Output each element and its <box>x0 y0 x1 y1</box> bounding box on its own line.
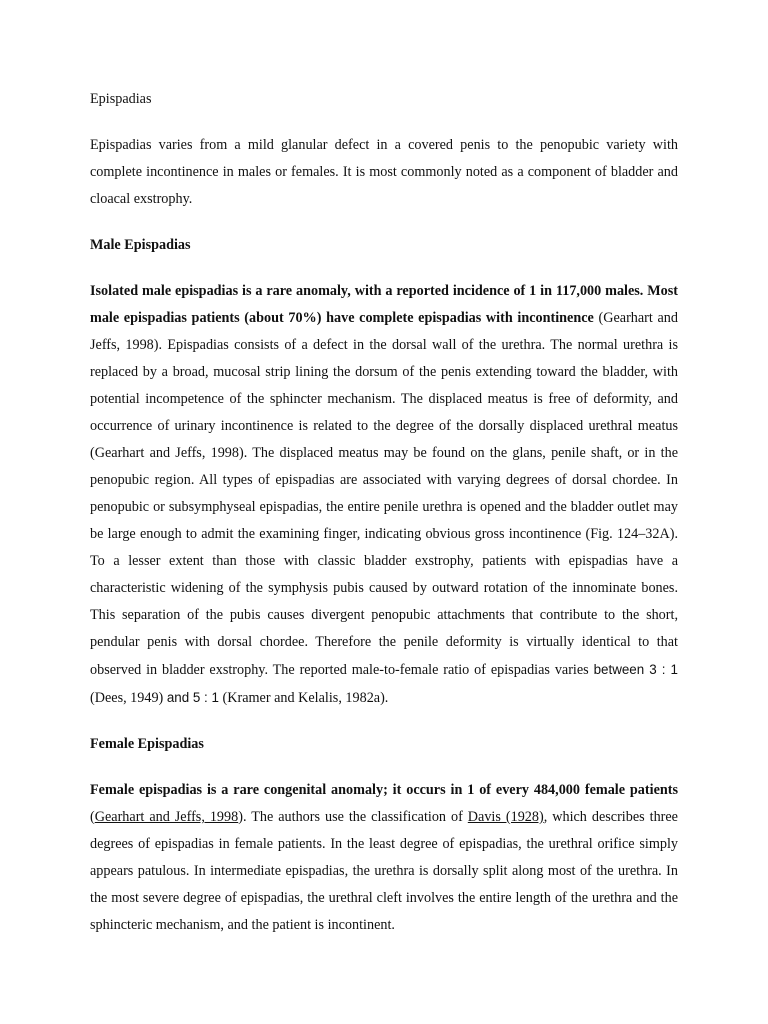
female-bold-lead: Female epispadias is a rare congenital anomaly; it occurs in 1 of every 484,000 female patients <box>90 782 678 798</box>
gearhart-jeffs-link[interactable]: Gearhart and Jeffs, 1998 <box>94 809 239 825</box>
document-title: Epispadias <box>90 91 152 107</box>
male-cite-b: (Kramer and Kelalis, 1982a). <box>218 690 389 706</box>
male-epispadias-heading: Male Epispadias <box>90 237 191 253</box>
male-ratio-b: and 5 : 1 <box>166 690 219 705</box>
male-cite-a: (Dees, 1949) <box>90 690 167 706</box>
document-page <box>90 86 678 931</box>
male-body-text: (Gearhart and Jeffs, 1998). Epispadias consists of a defect in the dorsal wall of the urethra. The normal urethra is replaced by a broad, mucosal strip lining the dorsum of the penis extending toward the bladder, with potential incompetence of the sphincter mechanism. The displaced meatus is free of deformity, and occurrence of urinary incontinence is related to the degree of the dorsally displaced urethral meatus (Gearhart and Jeffs, 1998). The displaced meatus may be found on the glans, penile shaft, or in the penopubic region. All types of epispadias are associated with varying degrees of dorsal chordee. In penopubic or subsymphyseal epispadias, the entire penile urethra is opened and the bladder outlet may be large enough to admit the examining finger, indicating obvious gross incontinence (Fig. 124–32A). To a lesser extent than those with classic bladder exstrophy, patients with epispadias have a characteristic widening of the symphysis pubis caused by outward rotation of the innominate bones. This separation of the pubis causes divergent penopubic attachments that contribute to the short, pendular penis with dorsal chordee. Therefore the penile deformity is virtually identical to that observed in bladder exstrophy. The reported male-to-female ratio of epispadias varies <box>90 310 678 678</box>
male-bold-lead: Isolated male epispadias is a rare anomaly, with a reported incidence of 1 in 117,000 males. Most male epispadias patients (about 70%) have complete epispadias with incontinence <box>90 283 678 326</box>
female-text-a: ( <box>90 809 95 825</box>
female-epispadias-paragraph <box>90 777 678 933</box>
male-epispadias-paragraph <box>90 278 678 712</box>
male-ratio-a: between 3 : 1 <box>593 662 678 677</box>
davis-link[interactable]: Davis (1928) <box>467 809 544 825</box>
intro-paragraph: Epispadias varies from a mild glanular defect in a covered penis to the penopubic variety with complete incontinence in males or females. It is most commonly noted as a component of bladder and cloacal exstrophy. <box>90 137 678 207</box>
female-text-c: , which describes three degrees of epispadias in female patients. In the least degree of epispadias, the urethral orifice simply appears patulous. In intermediate epispadias, the urethra is dorsally split along most of the urethra. In the most severe degree of epispadias, the urethral cleft involves the entire length of the urethra and the sphincteric mechanism, and the patient is incontinent. <box>90 809 678 933</box>
female-epispadias-heading: Female Epispadias <box>90 736 204 752</box>
female-text-b: ). The authors use the classification of <box>238 809 468 825</box>
